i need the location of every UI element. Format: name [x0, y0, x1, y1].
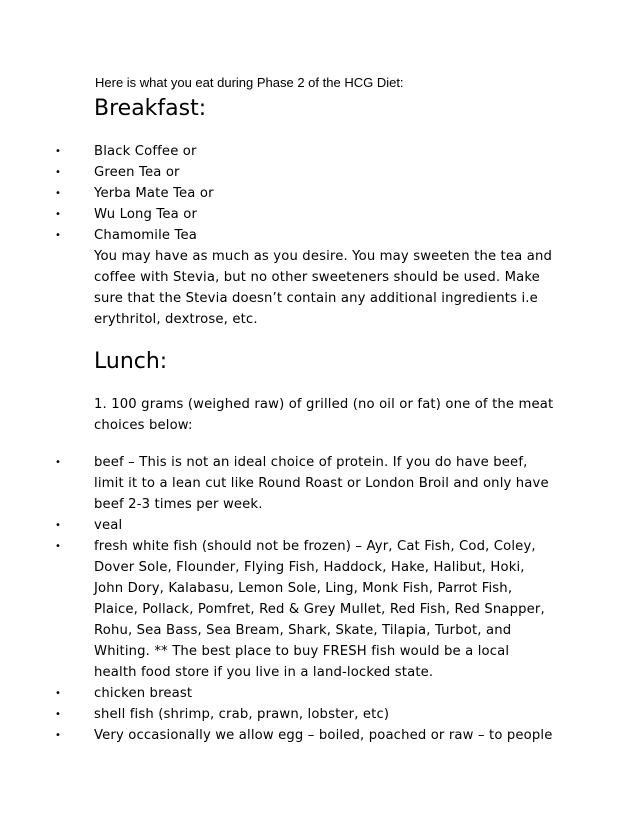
- meat-choices-list: [0, 452, 554, 746]
- list-item-text: chicken breast: [94, 686, 193, 701]
- list-item: [0, 536, 554, 683]
- list-item-text: fresh white fish (should not be frozen) – Ayr, Cat Fish, Cod, Coley, Dover Sole, Flounder, Flying Fish, Haddock, Hake, Halibut, Hoki, John Dory, Kalabasu, Lemon Sole, Ling, Monk Fish, Parrot Fish, Plaice, Pollack, Pomfret, Red & Grey Mullet, Red Fish, Red Snapper, Rohu, Sea Bass, Sea Bream, Shark, Skate, Tilapia, Turbot, and Whiting. ** The best place to buy FRESH fish would be a local health food store if you live in a land-locked state.: [94, 539, 545, 680]
- bullet-icon: •: [55, 146, 62, 157]
- breakfast-list: [0, 141, 554, 246]
- breakfast-note: You may have as much as you desire. You may sweeten the tea and coffee with Stevia, but no other sweeteners should be used. Make sure that the Stevia doesn’t contain any additional ingredients i.e erythritol, dextrose, etc.: [94, 249, 552, 327]
- list-item: [0, 204, 554, 225]
- list-item: [0, 452, 554, 515]
- list-item-text: Chamomile Tea: [94, 228, 197, 243]
- bullet-icon: •: [55, 520, 62, 531]
- bullet-icon: •: [55, 730, 62, 741]
- list-item-text: beef – This is not an ideal choice of protein. If you do have beef, limit it to a lean cut like Round Roast or London Broil and only have beef 2-3 times per week.: [94, 455, 549, 512]
- bullet-icon: •: [55, 188, 62, 199]
- list-item: [0, 162, 554, 183]
- list-item: [0, 141, 554, 162]
- bullet-icon: •: [55, 709, 62, 720]
- bullet-icon: •: [55, 167, 62, 178]
- list-item: [0, 515, 554, 536]
- list-item-text: Black Coffee or: [94, 144, 197, 159]
- list-item: [0, 183, 554, 204]
- list-item: [0, 704, 554, 725]
- list-item: [0, 683, 554, 704]
- bullet-icon: •: [55, 541, 62, 552]
- list-item-text: Very occasionally we allow egg – boiled, poached or raw – to people: [94, 728, 553, 743]
- bullet-icon: •: [55, 230, 62, 241]
- list-item: [0, 225, 554, 246]
- bullet-icon: •: [55, 688, 62, 699]
- lunch-heading: Lunch:: [94, 349, 168, 374]
- list-item-text: Yerba Mate Tea or: [94, 186, 214, 201]
- list-item-text: Wu Long Tea or: [94, 207, 198, 222]
- bullet-icon: •: [55, 209, 62, 220]
- lunch-step-1: 1. 100 grams (weighed raw) of grilled (no oil or fat) one of the meat choices below:: [94, 397, 554, 433]
- bullet-icon: •: [55, 457, 62, 468]
- intro-text: Here is what you eat during Phase 2 of the HCG Diet:: [95, 75, 404, 90]
- list-item-text: Green Tea or: [94, 165, 180, 180]
- list-item: [0, 725, 554, 746]
- list-item-text: veal: [94, 518, 123, 533]
- breakfast-heading: Breakfast:: [94, 96, 207, 121]
- list-item-text: shell fish (shrimp, crab, prawn, lobster, etc): [94, 707, 390, 722]
